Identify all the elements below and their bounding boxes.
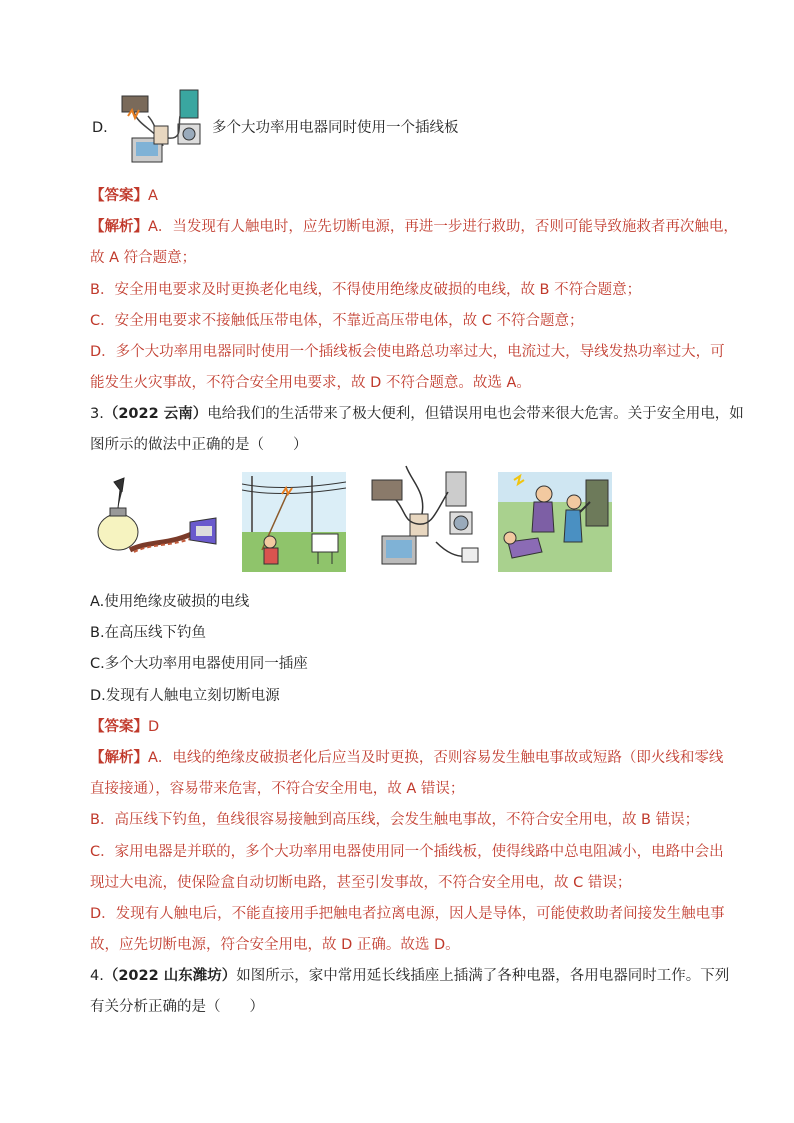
q3-analysis-line-1: 直接接通），容易带来危害，不符合安全用电，故 A 错误； [90,781,465,797]
q3-answer [90,717,159,737]
q3-stem-line-1: 图所示的做法中正确的是（ ） [90,437,308,453]
q3-option-c: C.多个大功率用电器使用同一插座 [90,656,308,672]
q3-option-b: B.在高压线下钓鱼 [90,625,207,641]
q4-number: 4. [90,968,104,984]
q2-answer-label: 【答案】 [90,188,148,204]
q3-analysis-line-4: 现过大电流，使保险盒自动切断电路，甚至引发事故，不符合安全用电，故 C 错误； [90,875,632,891]
q3-analysis-line-3: C．家用电器是并联的，多个大功率用电器使用同一个插线板，使得线路中总电阻减小，电路中会出 [90,844,724,860]
rescue-electric-shock-illustration [498,472,612,572]
q3-analysis-label: 【解析】 [90,750,148,766]
q3-number: 3. [90,406,104,422]
q2-analysis-line-5: 能发生火灾事故，不符合安全用电要求，故 D 不符合题意。故选 A。 [90,375,531,391]
q3-analysis-line-5: D．发现有人触电后，不能直接用手把触电者拉离电源，因人是导体，可能使救助者间接发生触电事 [90,906,725,922]
q3-analysis-line-0: 【解析】A．电线的绝缘皮破损老化后应当及时更换，否则容易发生触电事故或短路（即火线和零线 [90,750,724,766]
q4-stem-line-1: 有关分析正确的是（ ） [90,999,264,1015]
q2-answer-value: A [148,188,158,204]
q2-answer [90,186,158,206]
fishing-under-powerline-illustration [242,472,346,572]
q4-source: （2022 山东潍坊） [103,968,237,984]
q3-answer-value: D [148,719,160,735]
overloaded-socket-illustration [366,462,484,574]
broken-wire-illustration [90,470,226,574]
q2-analysis-label: 【解析】 [90,219,148,235]
option-d-text: 多个大功率用电器同时使用一个插线板 [212,120,459,136]
q3-option-a: A.使用绝缘皮破损的电线 [90,594,250,610]
option-d-label: D. [92,120,108,136]
q2-analysis-line-3: C．安全用电要求不接触低压带电体，不靠近高压带电体，故 C 不符合题意； [90,313,584,329]
q3-analysis-line-6: 故，应先切断电源，符合安全用电，故 D 正确。故选 D。 [90,937,460,953]
appliances-illustration-small [118,86,208,170]
q2-analysis-line-0: 【解析】A．当发现有人触电时，应先切断电源，再进一步进行救助，否则可能导致施救者再次触电， [90,219,738,235]
q2-analysis-line-4: D．多个大功率用电器同时使用一个插线板会使电路总功率过大，电流过大，导线发热功率过大，可 [90,344,725,360]
q3-analysis-line-2: B．高压线下钓鱼，鱼线很容易接触到高压线，会发生触电事故，不符合安全用电，故 B 错误； [90,812,700,828]
q4-stem-line-0: 4.（2022 山东潍坊）如图所示，家中常用延长线插座上插满了各种电器，各用电器同时工作。下列 [90,968,730,984]
q3-stem-line-0: 3.（2022 云南）电给我们的生活带来了极大便利，但错误用电也会带来很大危害。关于安全用电，如 [90,406,744,422]
q3-answer-label: 【答案】 [90,719,148,735]
q3-source: （2022 云南） [103,406,208,422]
q2-analysis-line-1: 故 A 符合题意； [90,250,197,266]
q3-option-d: D.发现有人触电立刻切断电源 [90,688,280,704]
q2-analysis-line-2: B．安全用电要求及时更换老化电线，不得使用绝缘皮破损的电线，故 B 不符合题意； [90,282,642,298]
